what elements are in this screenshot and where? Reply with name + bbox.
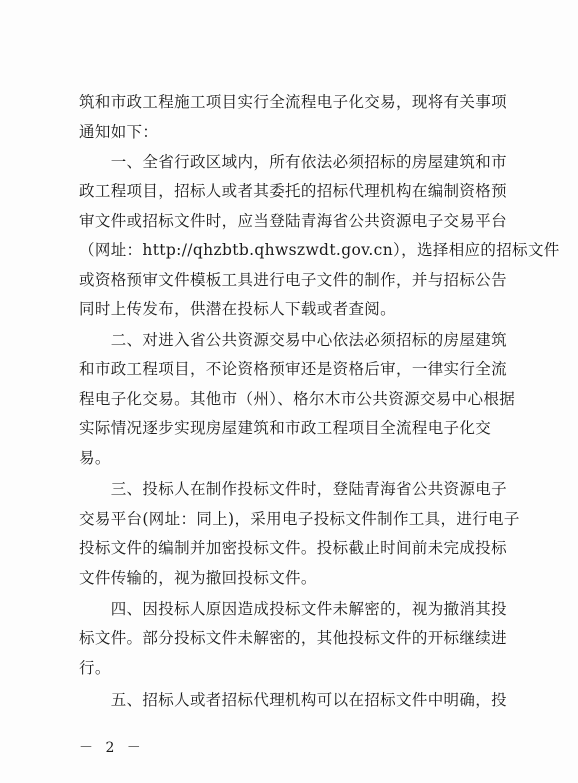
text-line: 易。	[79, 449, 111, 467]
text-line: 交易平台(网址：同上)，采用电子投标文件制作工具，进行电子	[79, 510, 520, 528]
text-line: 四、因投标人原因造成投标文件未解密的，视为撤消其投	[79, 600, 507, 618]
text-line: 政工程项目，招标人或者其委托的招标代理机构在编制资格预	[79, 182, 507, 200]
text-line: 程电子化交易。其他市（州）、格尔木市公共资源交易中心根据	[79, 390, 516, 408]
text-line: 通知如下：	[79, 123, 159, 141]
text-line: 标文件。部分投标文件未解密的，其他投标文件的开标继续进	[79, 629, 507, 647]
text-line: 筑和市政工程施工项目实行全流程电子化交易，现将有关事项	[79, 93, 507, 111]
text-line: 一、全省行政区域内，所有依法必须招标的房屋建筑和市	[79, 153, 507, 171]
text-line: 文件传输的，视为撤回投标文件。	[79, 569, 317, 587]
text-line: 实际情况逐步实现房屋建筑和市政工程项目全流程电子化交	[79, 419, 492, 437]
text-line: （网址：http://qhzbtb.qhwszwdt.gov.cn），选择相应的招标文件	[79, 241, 560, 259]
text-line: 投标文件的编制并加密投标文件。投标截止时间前未完成投标	[79, 539, 507, 557]
text-line: 或资格预审文件模板工具进行电子文件的制作，并与招标公告	[79, 271, 507, 289]
text-line: 行。	[79, 659, 111, 677]
text-line: 二、对进入省公共资源交易中心依法必须招标的房屋建筑	[79, 331, 507, 349]
text-line: 和市政工程项目，不论资格预审还是资格后审，一律实行全流	[79, 360, 507, 378]
text-line: 三、投标人在制作投标文件时，登陆青海省公共资源电子	[79, 480, 507, 498]
text-line: 同时上传发布，供潜在投标人下载或者查阅。	[79, 300, 397, 318]
text-line: 审文件或招标文件时，应当登陆青海省公共资源电子交易平台	[79, 212, 507, 230]
page-number: － 2 －	[79, 740, 145, 756]
text-line: 五、招标人或者招标代理机构可以在招标文件中明确，投	[79, 691, 507, 709]
